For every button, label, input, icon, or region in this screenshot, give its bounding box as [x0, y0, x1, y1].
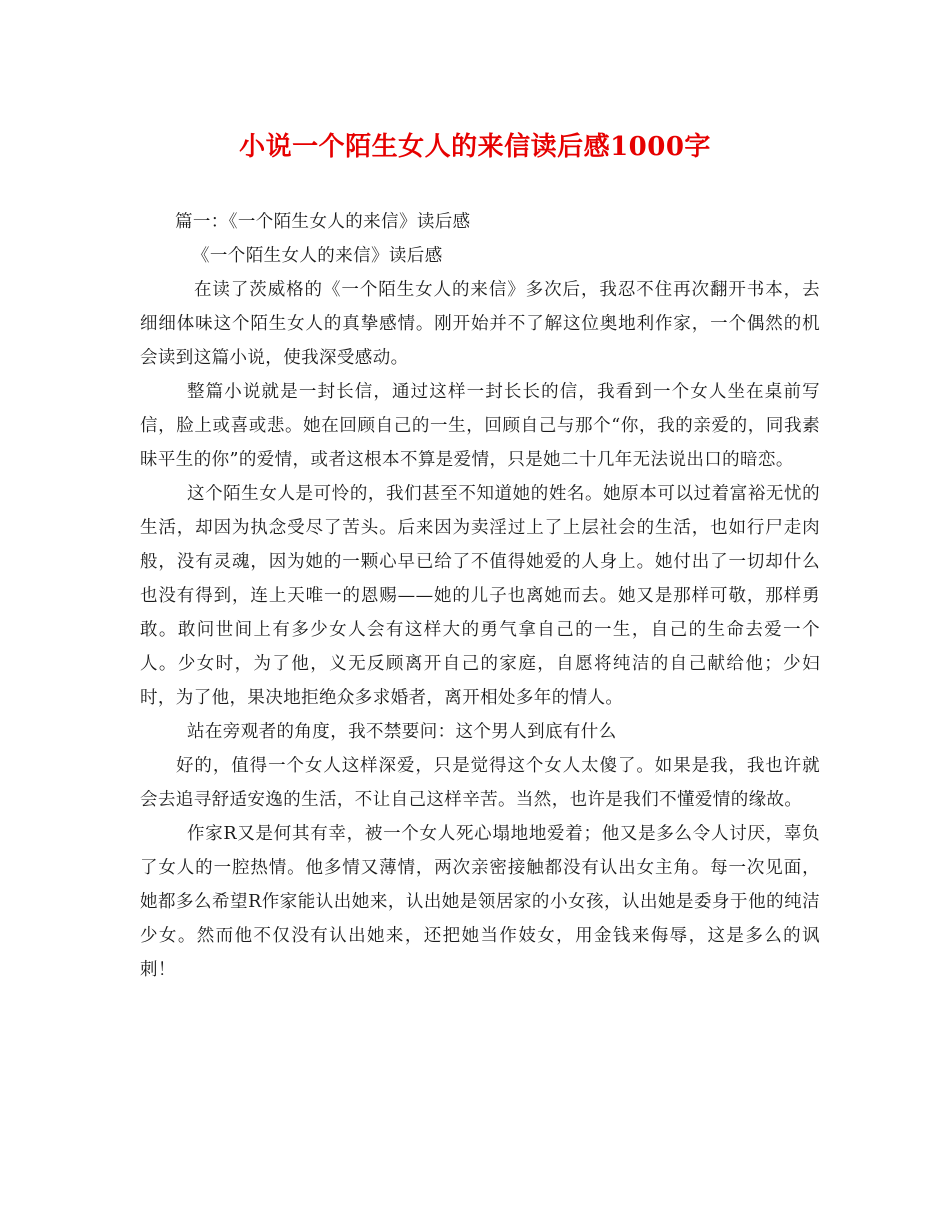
paragraph-3: 这个陌生女人是可怜的，我们甚至不知道她的姓名。她原本可以过着富裕无忧的生活，却因为执念受尽了苦头。后来因为卖淫过上了上层社会的生活，也如行尸走肉般，没有灵魂，因为她的一颗心早已给了不值得她爱的人身上。她付出了一切却什么也没有得到，连上天唯一的恩赐——她的儿子也离她而去。她又是那样可敬，那样勇敢。敢问世间上有多少女人会有这样大的勇气拿自己的一生，自己的生命去爱一个人。少女时，为了他，义无反顾离开自己的家庭，自愿将纯洁的自己献给他；少妇时，为了他，果决地拒绝众多求婚者，离开相处多年的情人。: [140, 484, 820, 708]
sub-heading: 《一个陌生女人的来信》读后感: [192, 246, 443, 266]
paragraph-4: 站在旁观者的角度，我不禁要问：这个男人到底有什么: [187, 722, 617, 742]
paragraph-5: 好的，值得一个女人这样深爱，只是觉得这个女人太傻了。如果是我，我也许就会去追寻舒适安逸的生活，不让自己这样辛苦。当然，也许是我们不懂爱情的缘故。: [140, 756, 820, 810]
document-body: [140, 205, 820, 987]
paragraph-1: 在读了茨威格的《一个陌生女人的来信》多次后，我忍不住再次翻开书本，去细细体味这个陌生女人的真挚感情。刚开始并不了解这位奥地利作家，一个偶然的机会读到这篇小说，使我深受感动。: [140, 280, 820, 368]
document-title: 小说一个陌生女人的来信读后感1000字: [239, 132, 711, 162]
section-heading: 篇一：《一个陌生女人的来信》读后感: [175, 212, 471, 232]
paragraph-2: 整篇小说就是一封长信，通过这样一封长长的信，我看到一个女人坐在桌前写信，脸上或喜或悲。她在回顾自己的一生，回顾自己与那个“你，我的亲爱的，同我素昧平生的你”的爱情，或者这根本不算是爱情，只是她二十几年无法说出口的暗恋。: [140, 382, 820, 470]
paragraph-6: 作家R又是何其有幸，被一个女人死心塌地地爱着；他又是多么令人讨厌，辜负了女人的一腔热情。他多情又薄情，两次亲密接触都没有认出女主角。每一次见面，她都多么希望R作家能认出她来，认出她是领居家的小女孩，认出她是委身于他的纯洁少女。然而他不仅没有认出她来，还把她当作妓女，用金钱来侮辱，这是多么的讽刺！: [140, 824, 820, 980]
